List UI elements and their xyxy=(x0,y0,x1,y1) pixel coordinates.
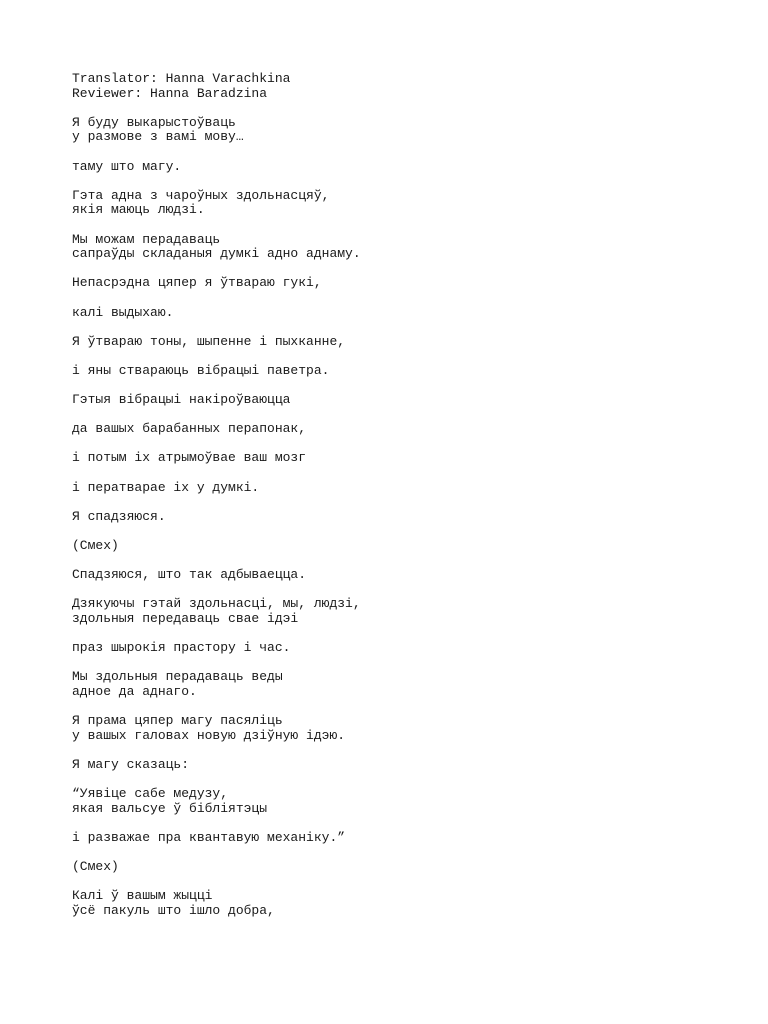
transcript-paragraph xyxy=(72,670,712,699)
transcript-line: Я ўтвараю тоны, шыпенне і пыхканне, xyxy=(72,333,346,349)
transcript-paragraph xyxy=(72,276,712,291)
transcript-paragraph xyxy=(72,597,712,626)
transcript-line: і яны ствараюць вібрацыі паветра. xyxy=(72,362,330,378)
transcript-paragraph xyxy=(72,306,712,321)
transcript xyxy=(72,72,712,933)
transcript-paragraph xyxy=(72,568,712,583)
transcript-line: сапраўды складаныя думкі адно аднаму. xyxy=(72,246,361,262)
transcript-paragraph xyxy=(72,116,712,145)
transcript-line: “Уявіце сабе медузу, xyxy=(72,786,229,802)
transcript-paragraph xyxy=(72,889,712,918)
transcript-paragraph xyxy=(72,860,712,875)
transcript-paragraph xyxy=(72,422,712,437)
transcript-paragraph xyxy=(72,510,712,525)
transcript-line: і потым іх атрымоўвае ваш мозг xyxy=(72,450,307,466)
transcript-line: Непасрэдна цяпер я ўтвараю гукі, xyxy=(72,275,322,291)
transcript-line: (Смех) xyxy=(72,859,119,875)
transcript-paragraph xyxy=(72,714,712,743)
transcript-line: Я буду выкарыстоўваць xyxy=(72,114,236,130)
transcript-paragraph xyxy=(72,831,712,846)
transcript-line: ўсё пакуль што ішло добра, xyxy=(72,902,275,918)
transcript-line: Мы можам перадаваць xyxy=(72,231,221,247)
transcript-paragraph xyxy=(72,758,712,773)
transcript-paragraph xyxy=(72,481,712,496)
transcript-line: калі выдыхаю. xyxy=(72,304,174,320)
transcript-line: якая вальсуе ў бібліятэцы xyxy=(72,800,268,816)
transcript-paragraph xyxy=(72,335,712,350)
transcript-line: у вашых галовах новую дзіўную ідэю. xyxy=(72,727,346,743)
transcript-line: Калі ў вашым жыцці xyxy=(72,888,213,904)
transcript-line: Гэтыя вібрацыі накіроўваюцца xyxy=(72,392,291,408)
transcript-line: Я магу сказаць: xyxy=(72,756,190,772)
transcript-body xyxy=(72,116,712,919)
transcript-paragraph xyxy=(72,160,712,175)
transcript-line: Гэта адна з чароўных здольнасцяў, xyxy=(72,187,330,203)
transcript-paragraph xyxy=(72,364,712,379)
reviewer-credit: Reviewer: Hanna Baradzina xyxy=(72,85,268,101)
transcript-line: Мы здольныя перадаваць веды xyxy=(72,669,283,685)
transcript-line: Я прама цяпер магу пасяліць xyxy=(72,713,283,729)
transcript-paragraph xyxy=(72,393,712,408)
transcript-line: здольныя передаваць свае ідэі xyxy=(72,610,299,626)
transcript-paragraph xyxy=(72,451,712,466)
transcript-line: у размове з вамі мову… xyxy=(72,129,244,145)
transcript-paragraph xyxy=(72,787,712,816)
transcript-paragraph xyxy=(72,539,712,554)
transcript-line: праз шырокія прастору і час. xyxy=(72,640,291,656)
transcript-paragraph xyxy=(72,641,712,656)
credits xyxy=(72,72,712,101)
transcript-line: Я спадзяюся. xyxy=(72,508,166,524)
transcript-line: таму што магу. xyxy=(72,158,182,174)
transcript-line: Дзякуючы гэтай здольнасці, мы, людзі, xyxy=(72,596,361,612)
transcript-line: адное да аднаго. xyxy=(72,683,197,699)
transcript-paragraph xyxy=(72,233,712,262)
transcript-line: і ператварае іх у думкі. xyxy=(72,479,260,495)
transcript-line: і разважае пра квантавую механіку.” xyxy=(72,829,346,845)
transcript-line: якія маюць людзі. xyxy=(72,202,205,218)
translator-credit: Translator: Hanna Varachkina xyxy=(72,71,291,86)
transcript-line: (Смех) xyxy=(72,538,119,553)
transcript-paragraph xyxy=(72,189,712,218)
transcript-line: Спадзяюся, што так адбываецца. xyxy=(72,567,307,583)
transcript-line: да вашых барабанных перапонак, xyxy=(72,421,307,437)
